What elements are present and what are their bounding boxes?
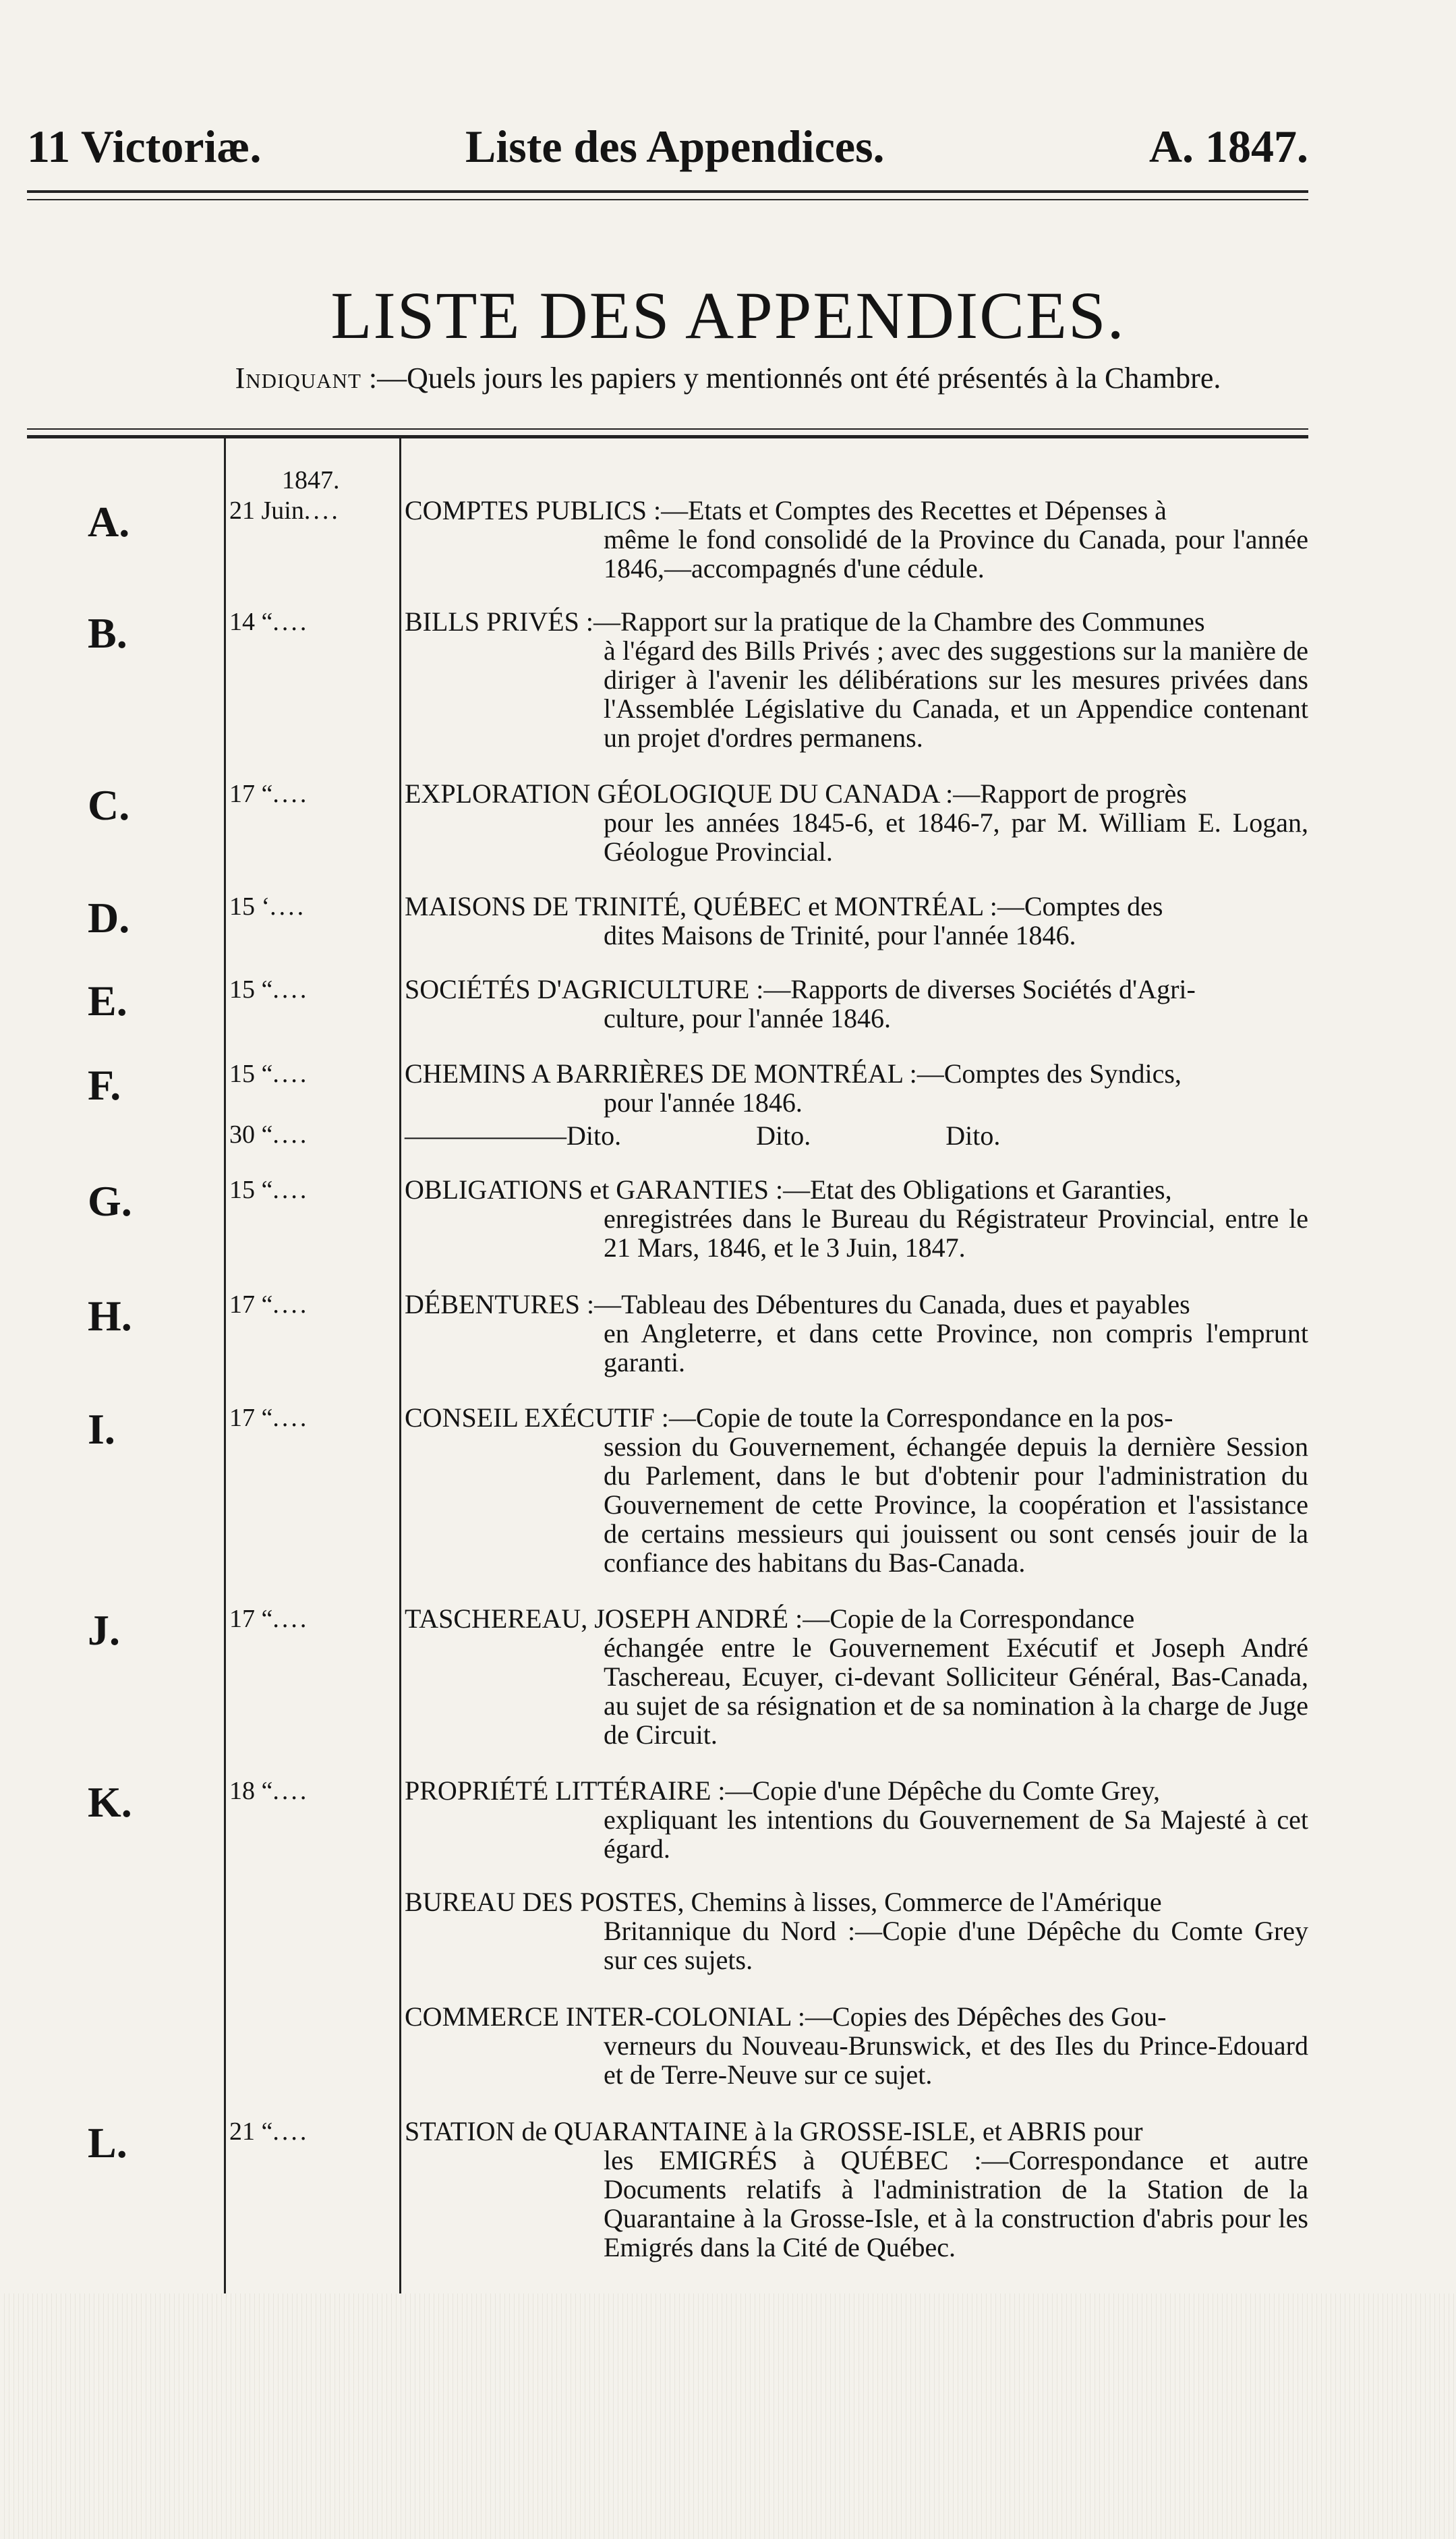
entry-date [229, 1403, 309, 1433]
entry-head: BUREAU DES POSTES, Chemins à lisses, Commerce de l'Amérique [405, 1887, 1162, 1917]
running-head-left: 11 Victoriæ. [27, 121, 262, 172]
text-column-left-line [399, 438, 401, 2293]
entry-letter: B. [88, 609, 127, 657]
entry-date [229, 1290, 309, 1319]
entry-continuation: Britannique du Nord :—Copie d'une Dépêche du Comte Grey sur ces sujets. [604, 1916, 1308, 1975]
entry-continuation: en Angleterre, et dans cette Province, non compris l'emprunt garanti. [604, 1318, 1308, 1377]
entry-text [405, 1776, 1308, 1863]
entry-date-value: 18 “ [229, 1777, 273, 1805]
entry-leader-dots: .... [272, 1176, 310, 1204]
page-title: LISTE DES APPENDICES. [330, 278, 1126, 353]
entry-head: SOCIÉTÉS D'AGRICULTURE :—Rapports de diverses Sociétés d'Agri- [405, 974, 1196, 1004]
entry-leader-dots: .... [272, 975, 310, 1004]
entry-letter: H. [88, 1292, 132, 1340]
entry-continuation: à l'égard des Bills Privés ; avec des suggestions sur la manière de diriger à l'avenir les délibérations sur les mesures privées dans l'Assemblée Législative du Canada, et un Appendice contenant un projet d'ordres permanens. [604, 635, 1308, 753]
entry-date [229, 779, 309, 809]
entry-leader-dots: .... [272, 1404, 310, 1432]
entry-letter: I. [88, 1405, 115, 1453]
entry-head: EXPLORATION GÉOLOGIQUE DU CANADA :—Rapport de progrès [405, 778, 1187, 809]
entry-continuation: dites Maisons de Trinité, pour l'année 1846. [604, 920, 1076, 950]
subtitle-lead: Indiquant [235, 362, 361, 395]
subtitle-rest: :—Quels jours les papiers y mentionnés ont été présentés à la Chambre. [361, 362, 1221, 395]
entry-extra-text: ——————Dito. Dito. Dito. [405, 1120, 1001, 1151]
entry-head: OBLIGATIONS et GARANTIES :—Etat des Obligations et Garanties, [405, 1174, 1172, 1205]
entry-date-value: 15 “ [229, 1176, 273, 1204]
entry-date-value: 17 “ [229, 1404, 273, 1432]
entry-date-value: 14 “ [229, 608, 273, 636]
entry-date-value: 17 “ [229, 1290, 273, 1319]
entry-continuation: les EMIGRÉS à QUÉBEC :—Correspondance et autre Documents relatifs à l'administration de la Station de la Quarantaine à la Grosse-Isle, et à la construction d'abris pour les Emigrés dans la Cité de Québec. [604, 2145, 1308, 2262]
entry-leader-dots: .... [272, 608, 310, 636]
entry-letter: L. [88, 2119, 127, 2167]
entry-leader-dots: .... [272, 2117, 310, 2146]
entry-head: COMPTES PUBLICS :—Etats et Comptes des Recettes et Dépenses à [405, 495, 1167, 525]
entry-head: DÉBENTURES :—Tableau des Débentures du Canada, dues et payables [405, 1289, 1190, 1319]
running-head [27, 120, 1308, 181]
entry-leader-dots: .... [303, 496, 341, 525]
entry-date-value: 21 Juin [229, 496, 304, 525]
entry-continuation: expliquant les intentions du Gouvernement de Sa Majesté à cet égard. [604, 1804, 1308, 1864]
entry-leader-dots: .... [270, 892, 307, 921]
entry-leader-dots: .... [272, 1290, 310, 1319]
entry-date [229, 607, 309, 637]
date-column-left-line [224, 438, 226, 2293]
entry-text [405, 607, 1308, 752]
entry-letter: G. [88, 1177, 132, 1225]
entry-date [229, 2117, 309, 2146]
header-rule-thin [27, 199, 1308, 200]
entry-text [405, 779, 1308, 866]
entry-date-value: 15 “ [229, 975, 273, 1004]
entry-continuation: pour les années 1845-6, et 1846-7, par M. William E. Logan, Géologue Provincial. [604, 807, 1308, 867]
entry-head: CHEMINS A BARRIÈRES DE MONTRÉAL :—Comptes des Syndics, [405, 1058, 1182, 1089]
entry-head: CONSEIL EXÉCUTIF :—Copie de toute la Correspondance en la pos- [405, 1402, 1173, 1433]
entry-continuation: session du Gouvernement, échangée depuis la dernière Session du Parlement, dans le but d'obtenir pour l'administration du Gouvernement de cette Province, la coopération et l'assistance de certains messieurs qui jouissent ou sont censés jouir de la confiance des habitans du Bas-Canada. [604, 1431, 1308, 1578]
entry-text [405, 892, 1308, 950]
entry-date [229, 975, 309, 1004]
running-head-right: A. 1847. [1148, 121, 1308, 172]
entry-continuation: même le fond consolidé de la Province du Canada, pour l'année 1846,—accompagnés d'une cédule. [604, 524, 1308, 583]
entry-continuation: verneurs du Nouveau-Brunswick, et des Iles du Prince-Edouard et de Terre-Neuve sur ce sujet. [604, 2030, 1308, 2090]
entry-text [405, 1403, 1308, 1577]
entry-continuation: échangée entre le Gouvernement Exécutif et Joseph André Taschereau, Ecuyer, ci-devant Solliciteur Général, Bas-Canada, au sujet de sa résignation et de sa nomination à la charge de Juge de Circuit. [604, 1632, 1308, 1750]
header-rule-thick [27, 190, 1308, 193]
entry-letter: E. [88, 977, 127, 1025]
table-top-rule-thick [27, 435, 1308, 438]
year-header: 1847. [282, 466, 340, 494]
entry-text [405, 2117, 1308, 2262]
entry-text [405, 2002, 1308, 2089]
entry-letter: D. [88, 894, 130, 942]
entry-head: TASCHEREAU, JOSEPH ANDRÉ :—Copie de la Correspondance [405, 1603, 1135, 1634]
entry-date [229, 892, 306, 921]
entry-continuation: culture, pour l'année 1846. [604, 1003, 891, 1033]
entry-text [405, 1059, 1308, 1117]
table-top-rule-thin [27, 428, 1308, 430]
entry-date [229, 1059, 309, 1089]
entry-date-value: 21 “ [229, 2117, 273, 2146]
running-head-center: Liste des Appendices. [465, 121, 885, 172]
entry-leader-dots: .... [272, 1060, 310, 1088]
entry-letter: J. [88, 1606, 120, 1654]
entry-date [229, 496, 341, 525]
entry-head: PROPRIÉTÉ LITTÉRAIRE :—Copie d'une Dépêche du Comte Grey, [405, 1775, 1160, 1806]
entry-date [229, 1776, 309, 1806]
entry-leader-dots: .... [272, 1777, 310, 1805]
entry-extra-date [229, 1120, 309, 1149]
entry-date-value: 15 “ [229, 1060, 273, 1088]
entry-head: STATION de QUARANTAINE à la GROSSE-ISLE, et ABRIS pour [405, 2116, 1143, 2146]
entry-continuation: pour l'année 1846. [604, 1087, 803, 1118]
entry-text [405, 975, 1308, 1033]
entry-text [405, 1887, 1308, 1974]
entry-letter: A. [88, 498, 130, 546]
page-subtitle [0, 361, 1456, 395]
entry-head: COMMERCE INTER-COLONIAL :—Copies des Dépêches des Gou- [405, 2001, 1167, 2032]
entry-text [405, 1290, 1308, 1377]
entry-text [405, 496, 1308, 583]
bleed-through-texture [0, 2293, 1456, 2539]
entry-date [229, 1604, 309, 1634]
entry-extra-leader-dots: .... [272, 1120, 310, 1149]
entry-date-value: 17 “ [229, 780, 273, 808]
entry-letter: F. [88, 1061, 121, 1109]
entry-leader-dots: .... [272, 780, 310, 808]
entry-head: MAISONS DE TRINITÉ, QUÉBEC et MONTRÉAL :—Comptes des [405, 891, 1163, 921]
entry-head: BILLS PRIVÉS :—Rapport sur la pratique de la Chambre des Communes [405, 606, 1205, 637]
entry-text [405, 1175, 1308, 1262]
entry-date-value: 17 “ [229, 1605, 273, 1633]
entry-continuation: enregistrées dans le Bureau du Régistrateur Provincial, entre le 21 Mars, 1846, et le 3 Juin, 1847. [604, 1203, 1308, 1263]
entry-date-value: 15 ‘ [229, 892, 270, 921]
entry-leader-dots: .... [272, 1605, 310, 1633]
entry-letter: K. [88, 1778, 132, 1826]
entry-letter: C. [88, 781, 130, 829]
entry-text [405, 1604, 1308, 1749]
entry-extra-date-value: 30 “ [229, 1120, 273, 1149]
entry-date [229, 1175, 309, 1205]
